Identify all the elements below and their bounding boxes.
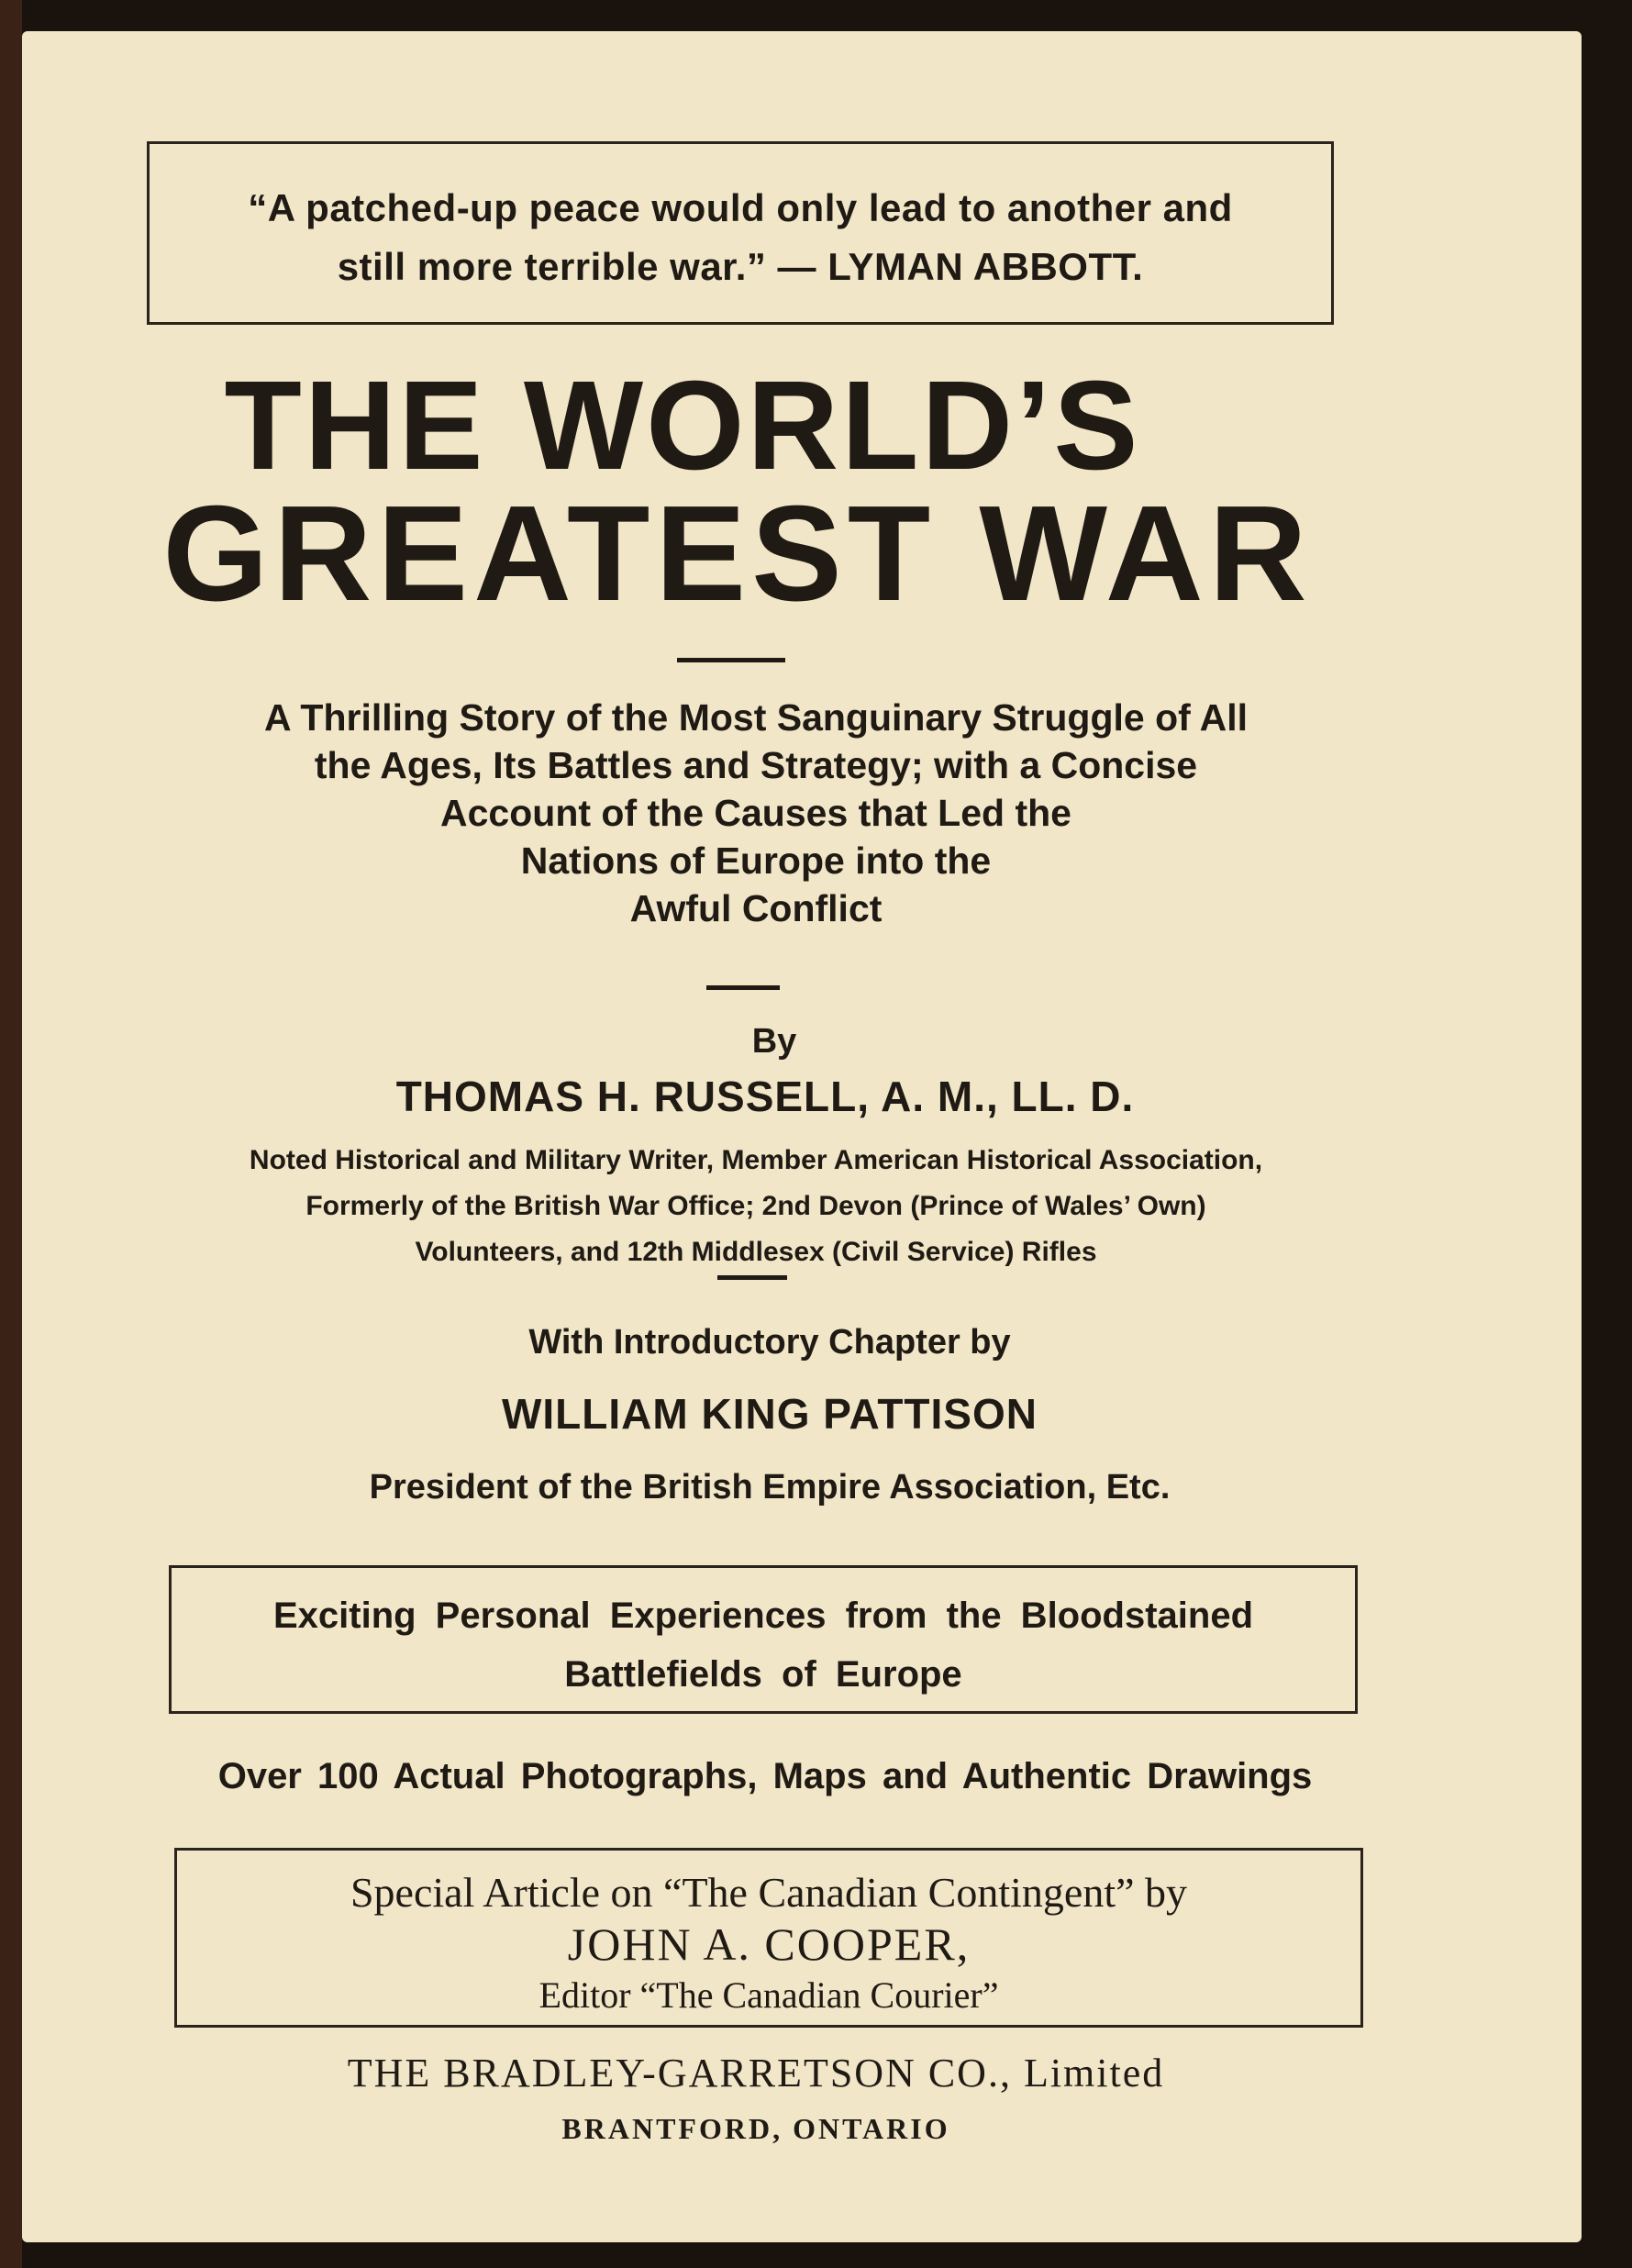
book-spine-edge bbox=[0, 0, 22, 2268]
epigraph-box bbox=[147, 141, 1334, 325]
publisher-place: BRANTFORD, ONTARIO bbox=[561, 2112, 950, 2145]
by-label: By bbox=[751, 1022, 797, 1061]
canadian-article-box bbox=[174, 1848, 1363, 2028]
canadian-article-editor: Editor “The Canadian Courier” bbox=[538, 1974, 999, 2016]
subtitle-line: A Thrilling Story of the Most Sanguinary Struggle of All bbox=[263, 696, 1249, 739]
credentials-line: Noted Historical and Military Writer, Member American Historical Association, bbox=[249, 1145, 1263, 1175]
canadian-article-line: Special Article on “The Canadian Contingent” by bbox=[350, 1869, 1188, 1916]
subtitle-line: Account of the Causes that Led the bbox=[440, 792, 1071, 834]
experiences-line-1: Exciting Personal Experiences from the Bloodstained bbox=[272, 1595, 1254, 1636]
canadian-article-author: JOHN A. COOPER, bbox=[567, 1918, 971, 1970]
canadian-article-text bbox=[177, 1867, 1360, 2021]
intro-author-name: WILLIAM KING PATTISON bbox=[501, 1390, 1038, 1438]
subtitle-line: Awful Conflict bbox=[629, 887, 883, 929]
epigraph-line-1: “A patched-up peace would only lead to another and bbox=[248, 186, 1233, 229]
subtitle-line: the Ages, Its Battles and Strategy; with a Concise bbox=[314, 744, 1198, 786]
epigraph-line-2: still more terrible war.” — LYMAN ABBOTT. bbox=[337, 245, 1144, 288]
title-page bbox=[22, 31, 1582, 2242]
photographs-note: Over 100 Actual Photographs, Maps and Authentic Drawings bbox=[217, 1756, 1313, 1796]
book-subtitle bbox=[160, 694, 1352, 932]
credentials-line: Formerly of the British War Office; 2nd Devon (Prince of Wales’ Own) bbox=[305, 1191, 1206, 1221]
author-credentials bbox=[160, 1138, 1352, 1275]
experiences-text bbox=[172, 1586, 1355, 1704]
divider-rule bbox=[706, 985, 780, 990]
credentials-line: Volunteers, and 12th Middlesex (Civil Service) Rifles bbox=[415, 1237, 1097, 1267]
author-name: THOMAS H. RUSSELL, A. M., LL. D. bbox=[395, 1073, 1135, 1120]
subtitle-line: Nations of Europe into the bbox=[520, 839, 992, 882]
intro-author-role: President of the British Empire Association, Etc. bbox=[369, 1468, 1171, 1506]
intro-chapter-label: With Introductory Chapter by bbox=[528, 1323, 1011, 1362]
publisher-name: THE BRADLEY-GARRETSON CO., Limited bbox=[347, 2051, 1165, 2096]
divider-rule bbox=[677, 658, 785, 662]
experiences-line-2: Battlefields of Europe bbox=[564, 1654, 962, 1695]
book-title-line-1: THE WORLD’S bbox=[224, 355, 1141, 496]
book-title-line-2: GREATEST WAR bbox=[162, 478, 1313, 629]
experiences-box bbox=[169, 1565, 1358, 1714]
divider-rule bbox=[717, 1275, 787, 1280]
epigraph-text bbox=[150, 179, 1331, 296]
